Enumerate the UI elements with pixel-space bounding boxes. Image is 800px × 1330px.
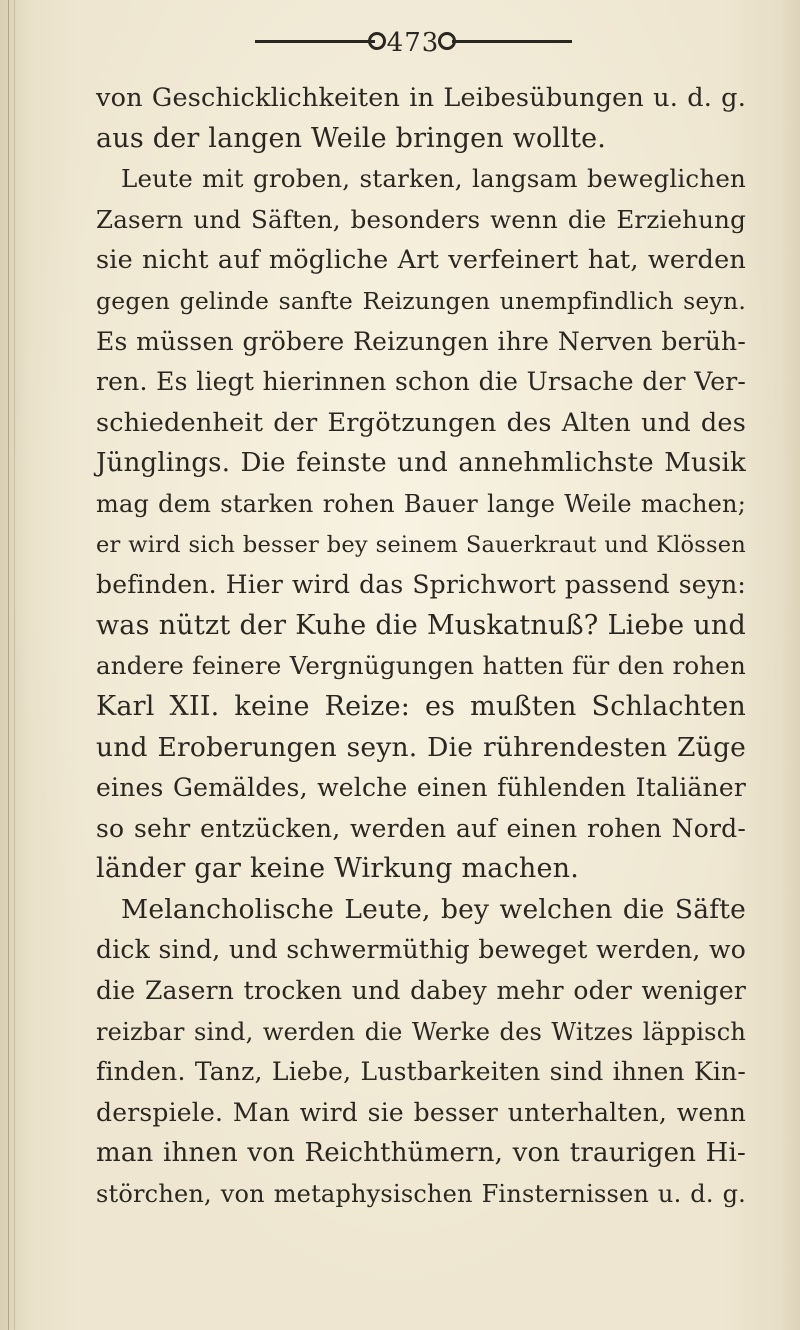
text-line: störchen, von metaphysischen Finsternissen u. d. g. — [96, 1180, 746, 1209]
text-line: andere feinere Vergnügungen hatten für den rohen — [96, 651, 746, 681]
text-line: Zasern und Säften, besonders wenn die Erziehung — [96, 204, 746, 234]
text-line: gegen gelinde sanfte Reizungen unempfindlich seyn. — [96, 286, 746, 315]
page-header — [0, 18, 800, 64]
text-line: er wird sich besser bey seinem Sauerkraut und Klössen — [96, 531, 746, 558]
text-line: Melancholische Leute, bey welchen die Säfte — [121, 893, 746, 925]
text-line: befinden. Hier wird das Sprichwort passend seyn: — [96, 570, 746, 600]
text-line: finden. Tanz, Liebe, Lustbarkeiten sind ihnen Kin- — [96, 1057, 746, 1087]
ornament-left — [255, 40, 375, 43]
text-line: eines Gemäldes, welche einen fühlenden Italiäner — [96, 773, 746, 803]
page-gutter-line — [8, 0, 9, 1330]
text-line: Karl XII. keine Reize: es mußten Schlachten — [96, 690, 746, 722]
page-number: 473 — [386, 28, 440, 58]
ornament-right — [452, 40, 572, 43]
text-line: ren. Es liegt hierinnen schon die Ursache der Ver- — [96, 367, 746, 397]
body-text — [96, 78, 746, 1215]
text-line: von Geschicklichkeiten in Leibesübungen u. d. g. — [96, 83, 746, 113]
text-line: so sehr entzücken, werden auf einen rohen Nord- — [96, 813, 746, 843]
text-line: länder gar keine Wirkung machen. — [96, 853, 580, 885]
text-line: sie nicht auf mögliche Art verfeinert hat, werden — [96, 245, 746, 276]
text-line: mag dem starken rohen Bauer lange Weile machen; — [96, 489, 746, 518]
text-line: man ihnen von Reichthümern, von traurigen Hi- — [96, 1138, 746, 1169]
text-line: aus der langen Weile bringen wollte. — [96, 122, 607, 154]
text-line: Es müssen gröbere Reizungen ihre Nerven berüh- — [96, 326, 746, 356]
text-line: reizbar sind, werden die Werke des Witzes läppisch — [96, 1017, 746, 1046]
text-line: derspiele. Man wird sie besser unterhalten, wenn — [96, 1097, 746, 1127]
text-line: schiedenheit der Ergötzungen des Alten und des — [96, 407, 746, 438]
page-gutter-line — [14, 0, 15, 1330]
text-line: dick sind, und schwermüthig beweget werden, wo — [96, 935, 746, 965]
ornament-left-knot — [368, 32, 386, 50]
text-line: was nützt der Kuhe die Muskatnuß? Liebe und — [96, 609, 746, 641]
text-line: Leute mit groben, starken, langsam beweglichen — [121, 164, 746, 194]
text-line: Jünglings. Die feinste und annehmlichste Musik — [96, 448, 746, 479]
text-line: und Eroberungen seyn. Die rührendesten Züge — [96, 731, 746, 763]
text-line: die Zasern trocken und dabey mehr oder weniger — [96, 976, 746, 1006]
